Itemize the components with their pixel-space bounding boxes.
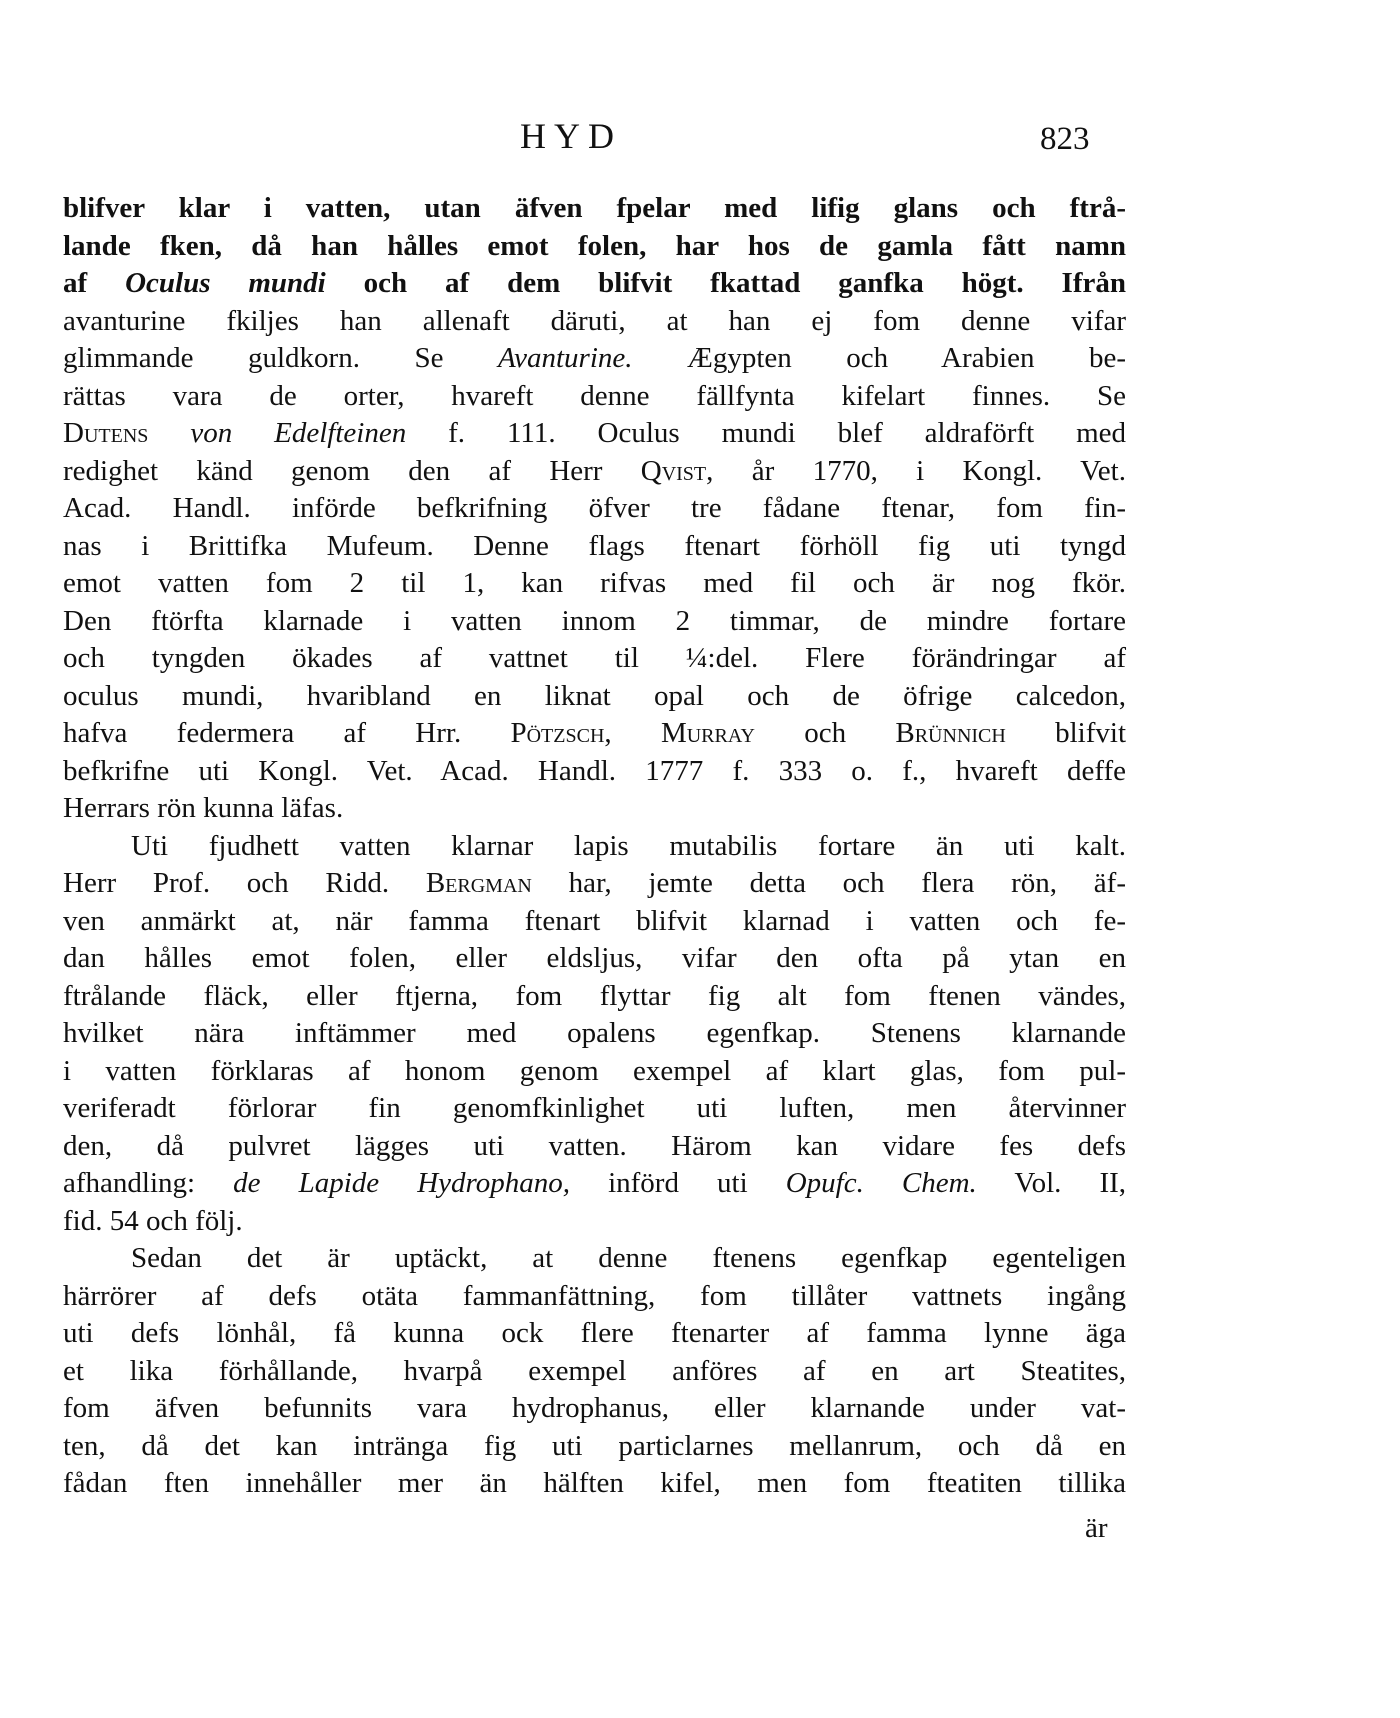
text-segment: avanturine fkiljes han allenaft däruti, at han ej fom denne vifar — [63, 304, 1126, 337]
text-line — [63, 1053, 1126, 1091]
text-line — [63, 1315, 1126, 1353]
text-segment: Herr Prof. och Ridd. — [63, 867, 426, 899]
text-segment: veriferadt förlorar fin genomfkinlighet uti luften, men återvinner — [63, 1092, 1126, 1124]
text-line — [63, 903, 1126, 941]
text-line — [63, 340, 1126, 378]
text-segment: befkrifne uti Kongl. Vet. Acad. Handl. 1777 f. 333 o. f., hvareft deffe — [63, 754, 1126, 787]
text-segment: Qvist — [640, 454, 707, 487]
text-segment: oculus mundi, hvaribland en liknat opal och de öfrige calcedon, — [63, 679, 1126, 712]
text-line — [63, 378, 1126, 416]
text-segment: afhandling: — [63, 1167, 234, 1199]
text-line — [63, 790, 1126, 828]
text-segment: Herrars rön kunna läfas. — [63, 792, 344, 824]
text-segment: Ægypten och Arabien be- — [632, 342, 1127, 374]
text-segment: dan hålles emot folen, eller eldsljus, vifar den ofta på ytan en — [63, 942, 1126, 974]
text-segment: Dutens — [63, 417, 149, 449]
text-segment: Acad. Handl. införde befkrifning öfver tre fådane ftenar, fom fin- — [63, 492, 1126, 524]
text-segment: Sedan det är uptäckt, at denne ftenens egenfkap egenteligen — [131, 1242, 1126, 1274]
text-segment: et lika förhållande, hvarpå exempel anföres af en art Steatites, — [63, 1354, 1126, 1387]
text-line — [63, 565, 1126, 603]
text-segment: , — [604, 717, 661, 749]
text-segment: de Lapide Hydrophano, — [233, 1167, 570, 1199]
text-line — [63, 228, 1126, 266]
text-line — [63, 640, 1126, 678]
text-segment: uti defs lönhål, få kunna ock flere ftenarter af famma lynne äga — [63, 1317, 1126, 1349]
text-segment: Uti fjudhett vatten klarnar lapis mutabilis fortare än uti kalt. — [131, 829, 1126, 862]
catchword: är — [1085, 1512, 1108, 1544]
text-line — [63, 453, 1126, 491]
text-segment: och tyngden ökades af vattnet til ¼:del. Flere förändringar af — [63, 642, 1126, 674]
text-line — [63, 715, 1126, 753]
text-line — [63, 1203, 1126, 1241]
text-line — [63, 1353, 1126, 1391]
text-segment: blifver klar i vatten, utan äfven fpelar med lifig glans och ftrå- — [63, 192, 1126, 224]
text-line — [63, 303, 1126, 341]
text-segment: fom äfven befunnits vara hydrophanus, eller klarnande under vat- — [63, 1392, 1126, 1424]
text-line — [63, 1015, 1126, 1053]
text-line — [63, 678, 1126, 716]
text-segment: fådan ften innehåller mer än hälften kifel, men fom fteatiten tillika — [63, 1467, 1126, 1499]
text-segment: Oculus mundi — [125, 267, 326, 299]
text-line — [63, 1390, 1126, 1428]
text-line — [63, 1278, 1126, 1316]
text-segment: införd uti — [570, 1167, 786, 1199]
text-segment: blifvit — [1005, 717, 1127, 749]
text-segment: Vol. II, — [976, 1167, 1127, 1199]
text-segment: , år 1770, i Kongl. Vet. — [706, 454, 1126, 487]
text-segment: redighet känd genom den af Herr — [63, 454, 641, 487]
running-title: HYD — [520, 116, 622, 156]
text-line — [63, 753, 1126, 791]
text-line — [63, 828, 1126, 866]
text-line — [63, 865, 1126, 903]
text-segment: rättas vara de orter, hvareft denne fällfynta kifelart finnes. Se — [63, 379, 1126, 412]
text-line — [63, 1465, 1126, 1503]
text-segment: fid. 54 och följ. — [63, 1204, 243, 1237]
text-segment: emot vatten fom 2 til 1, kan rifvas med fil och är nog fkör. — [63, 567, 1126, 599]
text-line — [63, 603, 1126, 641]
text-segment: ftrålande fläck, eller ftjerna, fom flyttar fig alt fom ftenen vändes, — [63, 979, 1126, 1012]
text-line — [63, 978, 1126, 1016]
text-segment: Avanturine. — [498, 342, 633, 374]
text-line — [63, 190, 1126, 228]
text-segment: härrörer af defs otäta fammanfättning, fom tillåter vattnets ingång — [63, 1279, 1126, 1312]
text-segment: ven anmärkt at, när famma ftenart blifvit klarnad i vatten och fe- — [63, 904, 1126, 937]
text-segment: och — [754, 717, 896, 749]
text-segment: har, jemte detta och flera rön, äf- — [531, 867, 1126, 899]
text-segment: Den ftörfta klarnade i vatten innom 2 timmar, de mindre fortare — [63, 604, 1126, 637]
text-line — [63, 490, 1126, 528]
page-number: 823 — [1040, 121, 1090, 157]
text-line — [63, 265, 1126, 303]
body-text — [63, 190, 1126, 1503]
text-segment: Brünnich — [895, 717, 1006, 749]
text-segment: den, då pulvret lägges uti vatten. Härom kan vidare fes defs — [63, 1129, 1126, 1162]
text-line — [63, 1128, 1126, 1166]
text-segment: och af dem blifvit fkattad ganfka högt. Ifrån — [325, 267, 1126, 299]
text-segment: ten, då det kan inträngа fig uti particlarnes mellanrum, och då en — [63, 1429, 1126, 1462]
text-segment: Pötzsch — [510, 717, 605, 749]
text-segment: Bergman — [425, 867, 532, 899]
text-segment: hafva federmera af Hrr. — [63, 717, 511, 749]
text-segment: hvilket nära inftämmer med opalens egenfkap. Stenens klarnande — [63, 1017, 1126, 1049]
text-segment — [148, 417, 190, 449]
text-line — [63, 1090, 1126, 1128]
text-segment: glimmande guldkorn. Se — [63, 342, 498, 374]
text-line — [63, 415, 1126, 453]
text-line — [63, 1428, 1126, 1466]
text-segment: Opufc. Chem. — [785, 1167, 977, 1199]
text-segment: f. 111. Oculus mundi blef aldraförft med — [406, 417, 1127, 449]
text-segment: nas i Brittifka Mufeum. Denne flags ftenart förhöll fig uti tyngd — [63, 529, 1126, 562]
running-head — [0, 115, 1400, 165]
text-line — [63, 1240, 1126, 1278]
text-segment: von Edelfteinen — [190, 417, 407, 449]
text-segment: af — [63, 267, 126, 299]
text-line — [63, 1165, 1126, 1203]
text-line — [63, 940, 1126, 978]
text-line — [63, 528, 1126, 566]
text-segment: lande fken, då han hålles emot folen, har hos de gamla fått namn — [63, 229, 1126, 262]
text-segment: i vatten förklaras af honom genom exempel af klart glas, fom pul- — [63, 1054, 1126, 1087]
text-segment: Murray — [660, 717, 755, 749]
